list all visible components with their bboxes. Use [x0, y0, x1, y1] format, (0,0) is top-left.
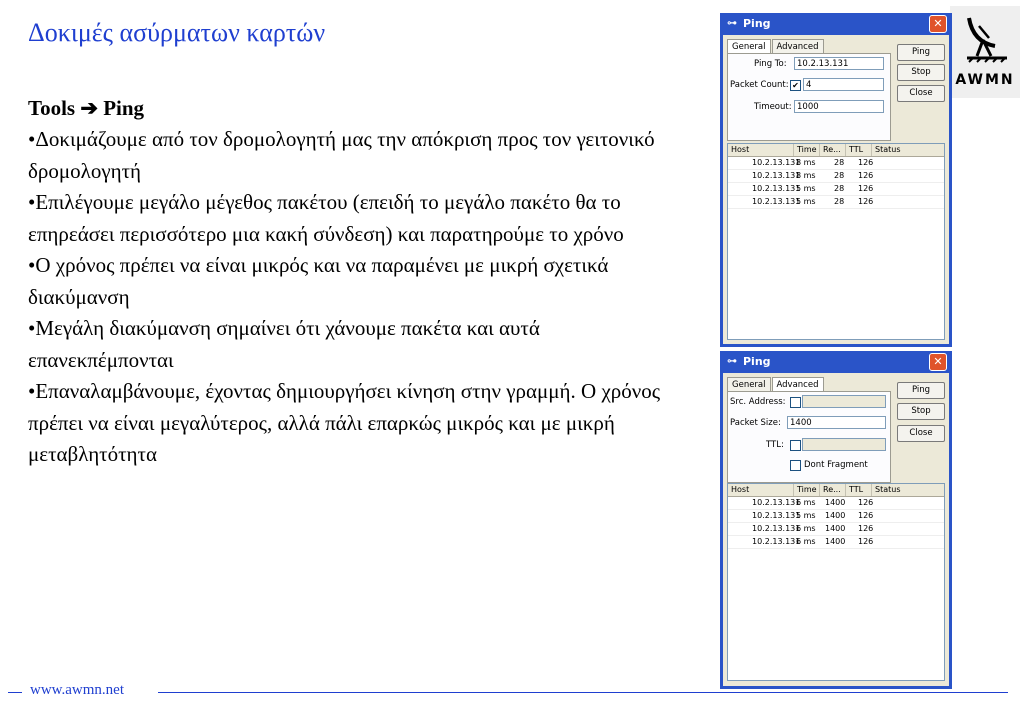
cell-ttl: 126 [858, 537, 874, 546]
cell-host: 10.2.13.131 [752, 184, 801, 193]
cell-reply: 28 [834, 184, 845, 193]
close-icon[interactable]: ✕ [929, 15, 947, 33]
table-row[interactable] [728, 536, 944, 549]
footer-url[interactable]: www.awmn.net [30, 682, 125, 698]
src-address-label: Src. Address: [730, 397, 786, 407]
col-ttl[interactable]: TTL [846, 484, 872, 496]
table-header [728, 484, 944, 497]
bullet-item: •Επαναλαμβάνουμε, έχοντας δημιουργήσει κίνηση στην γραμμή. Ο χρόνος πρέπει να είναι μεγαλύτερος, αλλά πάλι επαρκώς μικρός και με μικρή μεταβλητότητα [28, 379, 661, 466]
table-row[interactable] [728, 183, 944, 196]
col-time[interactable]: Time [794, 484, 820, 496]
cell-host: 10.2.13.131 [752, 524, 801, 533]
ping-window-general [720, 13, 952, 347]
col-status[interactable]: Status [875, 145, 901, 154]
cell-host: 10.2.13.131 [752, 197, 801, 206]
cell-host: 10.2.13.131 [752, 158, 801, 167]
table-row[interactable] [728, 523, 944, 536]
tab-general[interactable]: General [727, 39, 771, 56]
cell-time: 5 ms [796, 197, 816, 206]
window-title: Ping [743, 355, 771, 368]
antenna-logo-icon [955, 10, 1015, 70]
cell-reply: 28 [834, 197, 845, 206]
cell-host: 10.2.13.131 [752, 498, 801, 507]
ping-to-input[interactable]: 10.2.13.131 [794, 57, 884, 70]
cell-ttl: 126 [858, 524, 874, 533]
results-table [727, 143, 945, 340]
dont-fragment-label: Dont Fragment [804, 460, 868, 470]
tab-advanced[interactable]: Advanced [772, 377, 824, 394]
window-titlebar[interactable] [723, 13, 949, 35]
heading-ping: Ping [103, 96, 145, 120]
awmn-logo [950, 6, 1020, 98]
close-button[interactable]: Close [897, 425, 945, 442]
src-address-input[interactable] [802, 395, 886, 408]
stop-button[interactable]: Stop [897, 64, 945, 81]
close-icon[interactable]: ✕ [929, 353, 947, 371]
ttl-checkbox[interactable] [790, 440, 801, 451]
timeout-label: Timeout: [754, 102, 792, 112]
slide-title: Δοκιμές ασύρματων καρτών [28, 18, 326, 47]
tab-panel-general [727, 53, 891, 141]
slide-body [28, 92, 678, 471]
ping-button[interactable]: Ping [897, 382, 945, 399]
bullet-item: •Ο χρόνος πρέπει να είναι μικρός και να παραμένει με μικρή σχετικά διακύμανση [28, 253, 609, 309]
footer-divider-right [158, 692, 1008, 693]
ping-button[interactable]: Ping [897, 44, 945, 61]
cell-time: 8 ms [796, 158, 816, 167]
cell-ttl: 126 [858, 511, 874, 520]
cell-time: 5 ms [796, 511, 816, 520]
section-heading [28, 92, 678, 124]
cell-host: 10.2.13.131 [752, 537, 801, 546]
ttl-input[interactable] [802, 438, 886, 451]
ping-app-icon: ⊶ [727, 356, 737, 367]
packet-size-label: Packet Size: [730, 418, 781, 428]
timeout-input[interactable]: 1000 [794, 100, 884, 113]
results-table [727, 483, 945, 681]
table-row[interactable] [728, 510, 944, 523]
arrow-icon: ➔ [80, 96, 98, 120]
heading-tools: Tools [28, 96, 76, 120]
col-host[interactable]: Host [728, 484, 794, 496]
dont-fragment-checkbox[interactable] [790, 460, 801, 471]
cell-reply: 1400 [825, 537, 846, 546]
table-header [728, 144, 944, 157]
cell-reply: 28 [834, 158, 845, 167]
cell-time: 5 ms [796, 184, 816, 193]
ttl-label: TTL: [766, 440, 784, 450]
col-status[interactable]: Status [875, 485, 901, 494]
tab-panel-advanced [727, 391, 891, 483]
bullet-item: •Μεγάλη διακύμανση σημαίνει ότι χάνουμε πακέτα και αυτά επανεκπέμπονται [28, 316, 540, 372]
ping-to-label: Ping To: [754, 59, 787, 69]
window-client [723, 373, 949, 686]
cell-time: 6 ms [796, 498, 816, 507]
table-row[interactable] [728, 497, 944, 510]
cell-time: 6 ms [796, 524, 816, 533]
cell-reply: 1400 [825, 498, 846, 507]
ping-app-icon: ⊶ [727, 18, 737, 29]
col-ttl[interactable]: TTL [846, 144, 872, 156]
bullet-item: •Επιλέγουμε μεγάλο μέγεθος πακέτου (επειδή το μεγάλο πακέτο θα το επηρεάσει περισσότερο μια κακή σύνδεση) και παρατηρούμε το χρόνο [28, 190, 624, 246]
src-address-checkbox[interactable] [790, 397, 801, 408]
window-title: Ping [743, 17, 771, 30]
cell-ttl: 126 [858, 184, 874, 193]
packet-count-checkbox[interactable]: ✔ [790, 80, 801, 91]
packet-size-input[interactable]: 1400 [787, 416, 886, 429]
col-time[interactable]: Time [794, 144, 820, 156]
table-row[interactable] [728, 196, 944, 209]
table-row[interactable] [728, 157, 944, 170]
packet-count-label: Packet Count: [730, 80, 789, 90]
window-titlebar[interactable] [723, 351, 949, 373]
col-host[interactable]: Host [728, 144, 794, 156]
logo-text: AWMN [955, 72, 1015, 88]
cell-reply: 1400 [825, 524, 846, 533]
tab-advanced[interactable]: Advanced [772, 39, 824, 55]
packet-count-input[interactable]: 4 [803, 78, 884, 91]
cell-ttl: 126 [858, 197, 874, 206]
cell-time: 6 ms [796, 537, 816, 546]
cell-ttl: 126 [858, 158, 874, 167]
col-reply[interactable]: Re... [820, 144, 846, 156]
col-reply[interactable]: Re... [820, 484, 846, 496]
cell-reply: 28 [834, 171, 845, 180]
table-row[interactable] [728, 170, 944, 183]
cell-ttl: 126 [858, 171, 874, 180]
cell-ttl: 126 [858, 498, 874, 507]
tab-strip [727, 39, 825, 53]
tab-general[interactable]: General [727, 377, 771, 393]
cell-host: 10.2.13.131 [752, 511, 801, 520]
window-client [723, 35, 949, 344]
cell-time: 8 ms [796, 171, 816, 180]
ping-window-advanced [720, 351, 952, 689]
stop-button[interactable]: Stop [897, 403, 945, 420]
cell-host: 10.2.13.131 [752, 171, 801, 180]
cell-reply: 1400 [825, 511, 846, 520]
tab-strip [727, 377, 825, 391]
close-button[interactable]: Close [897, 85, 945, 102]
bullet-item: •Δοκιμάζουμε από τον δρομολογητή μας την απόκριση προς τον γειτονικό δρομολογητή [28, 127, 655, 183]
footer-divider-left [8, 692, 22, 693]
